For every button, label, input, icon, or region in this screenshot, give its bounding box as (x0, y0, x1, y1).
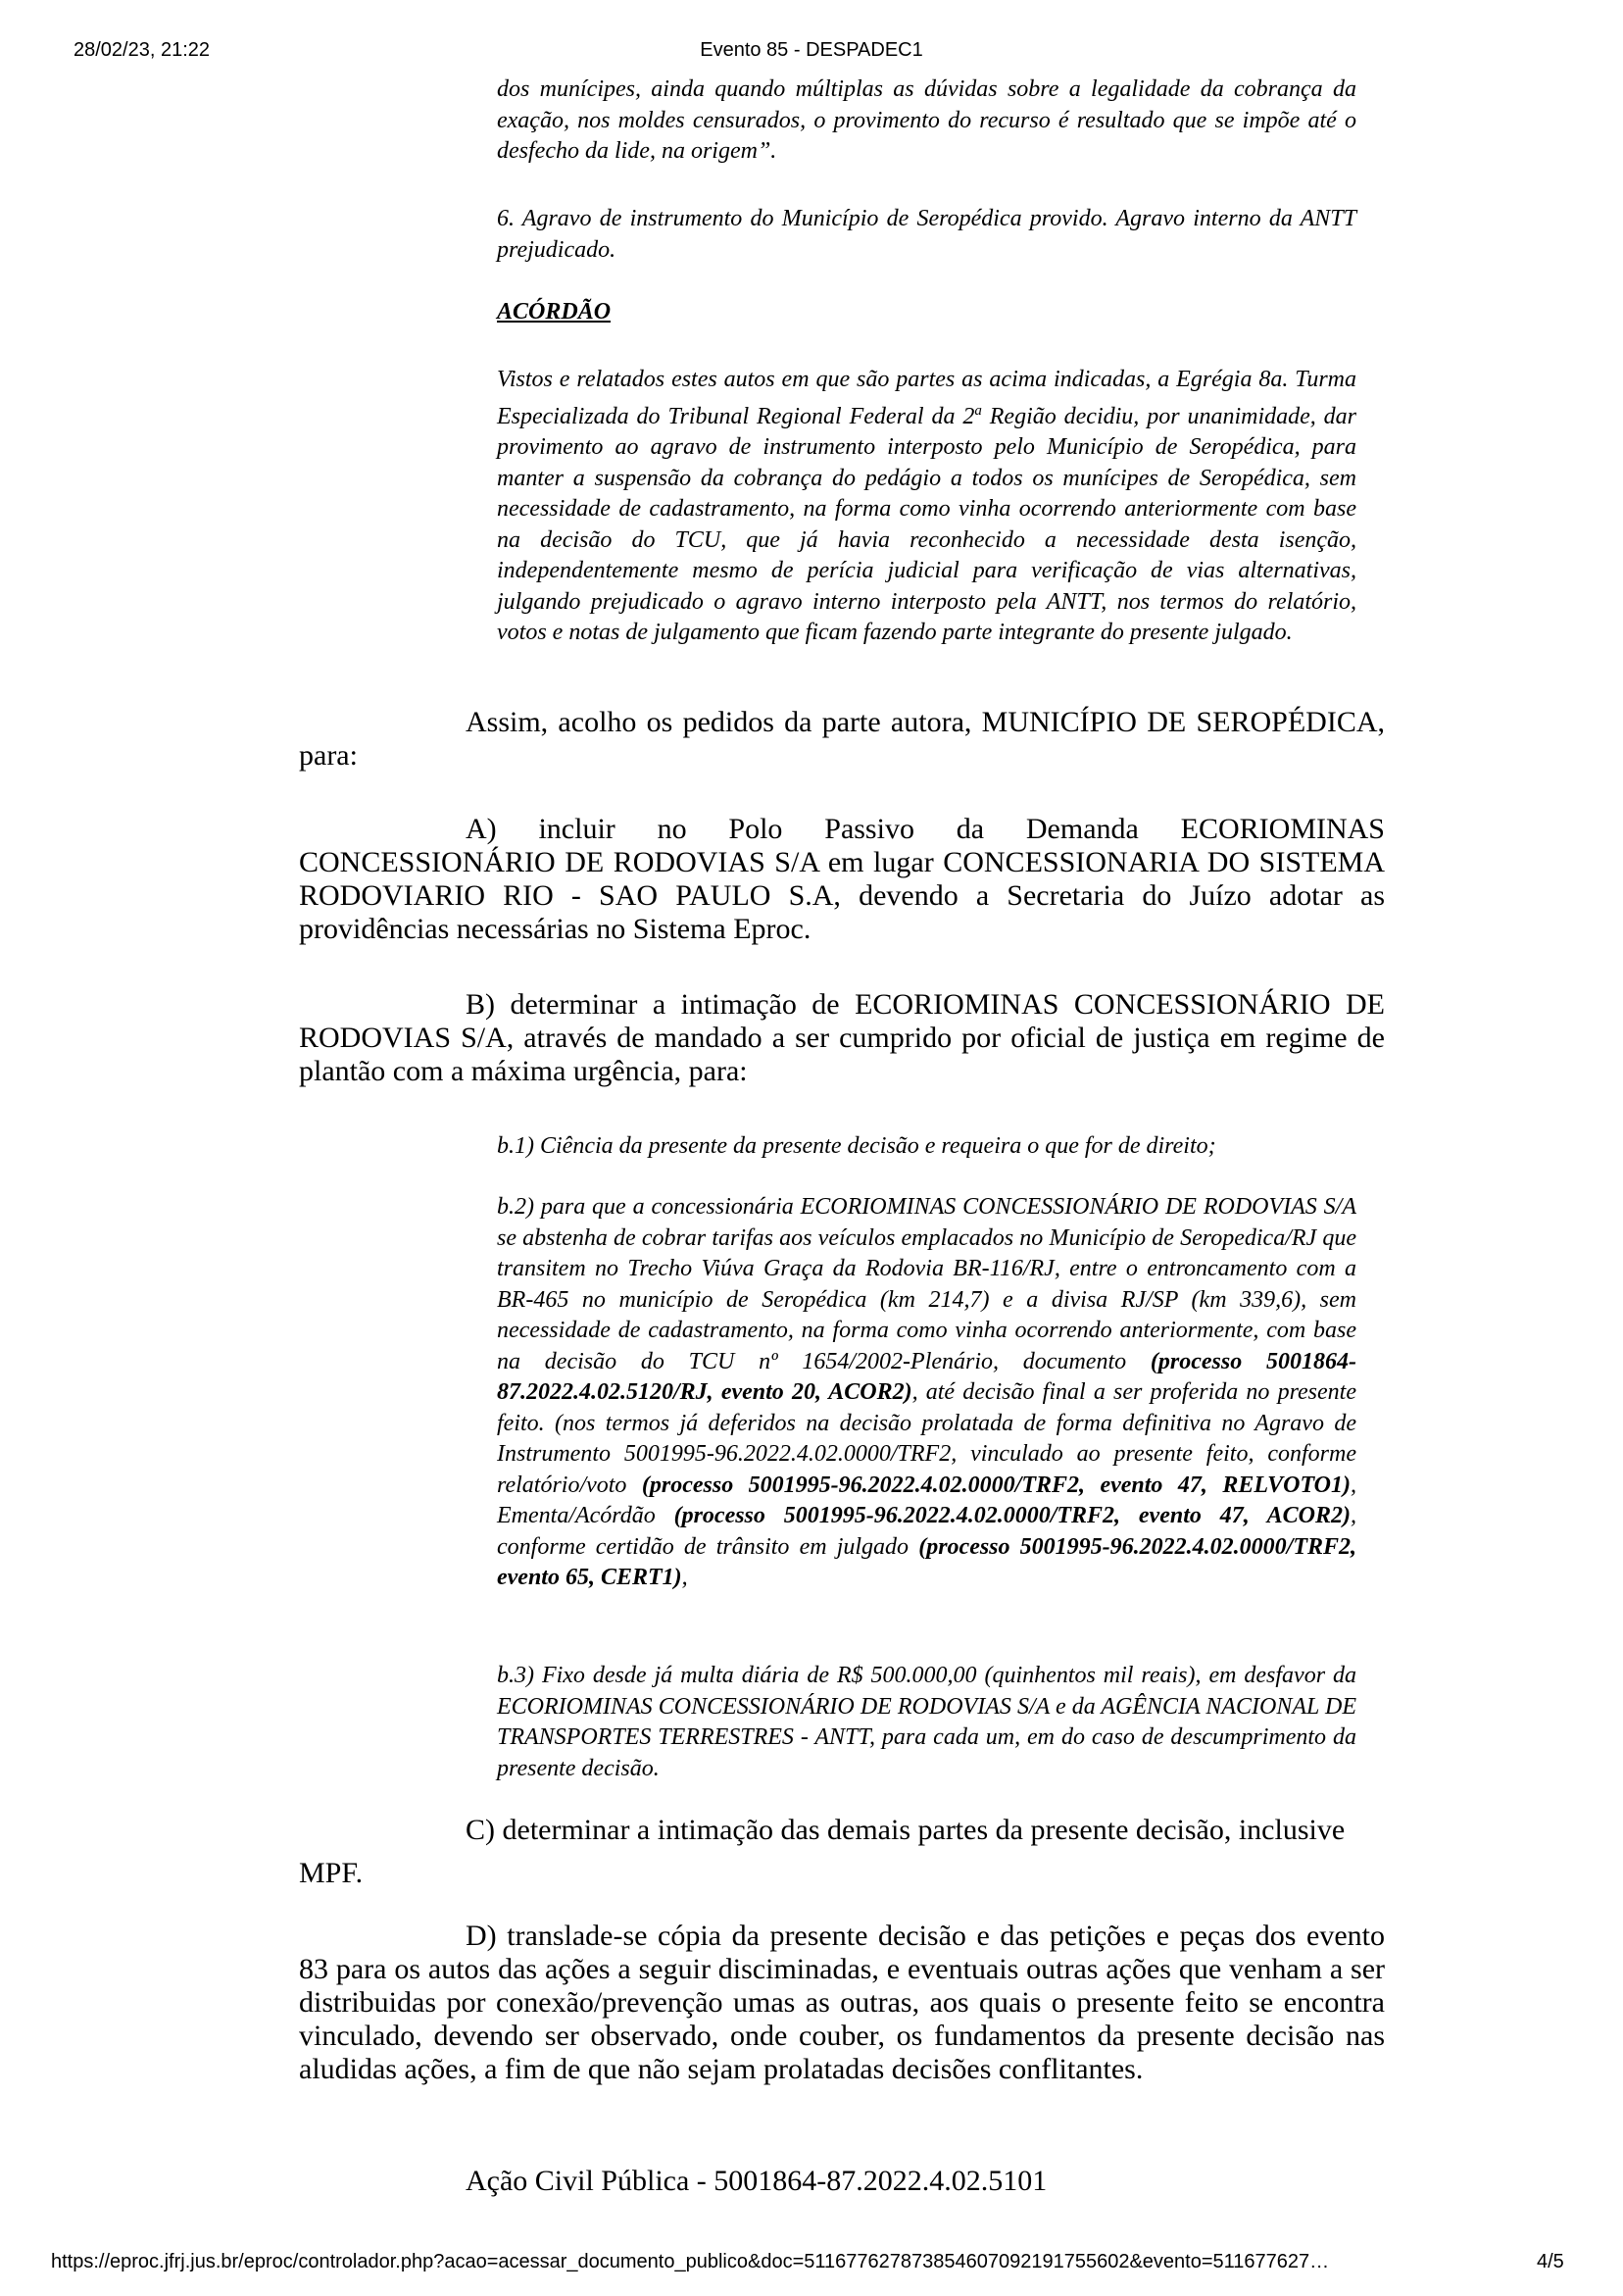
paragraph-b: B) determinar a intimação de ECORIOMINAS CONCESSIONÁRIO DE RODOVIAS S/A, através de mandado a ser cumprido por oficial de justiça em regime de plantão com a máxima urgência, para: (299, 988, 1385, 1087)
item-b2-text-3: , Ementa/Acórdão (497, 1472, 1356, 1528)
item-b2 (497, 1192, 1356, 1594)
item-b1: b.1) Ciência da presente da presente decisão e requeira o que for de direito; (497, 1133, 1216, 1159)
item-b2-ref-4: (processo 5001995-96.2022.4.02.0000/TRF2, evento 65, CERT1) (497, 1533, 1357, 1590)
footer-url[interactable]: https://eproc.jfrj.jus.br/eproc/controlador.php?acao=acessar_documento_publico&doc=511677627873854607092191755602&evento=511677627… (51, 2251, 1330, 2272)
acordao-text-b: Região decidiu, por unanimidade, dar provimento ao agravo de instrumento interposto pelo Município de Seropédica, para manter a suspensão da cobrança do pedágio a todos os munícipes de Seropédica, sem necessidade de cadastramento, na forma como vinha ocorrendo anteriormente com base na decisão do TCU, que já havia reconhecido a necessidade desta isenção, independentemente mesmo de perícia judicial para verificação de vias alternativas, julgando prejudicado o agravo interno interposto pela ANTT, nos termos do relatório, votos e notas de julgamento que ficam fazendo parte integrante do presente julgado. (497, 403, 1356, 645)
acordao-text-a: Vistos e relatados estes autos em que são partes as acima indicadas, a Egrégia 8a. Turma Especializada do Tribunal Regional Federal da 2 (497, 367, 1356, 429)
paragraph-c-tail: MPF. (299, 1857, 364, 1889)
item-b2-text-2: , até decisão final a ser proferida no presente feito. (nos termos já deferidos na decisão prolatada de forma definitiva no Agravo de Instrumento 5001995-96.2022.4.02.0000/TRF2, vinculado ao presente feito, conforme relatório/voto (497, 1379, 1356, 1498)
paragraph-d: D) translade-se cópia da presente decisão e das petições e peças dos evento 83 para os autos das ações a seguir disciminadas, e eventuais outras ações que venham a ser distribuidas por conexão/prevenção umas as outras, aos quais o presente feito se encontra vinculado, devendo ser observado, onde couber, os fundamentos da presente decisão nas aludidas ações, a fim de que não sejam prolatadas decisões conflitantes. (299, 1920, 1385, 2085)
page-number: 4/5 (1537, 2251, 1564, 2272)
quote-paragraph-2: 6. Agravo de instrumento do Município de Seropédica provido. Agravo interno da ANTT prejudicado. (497, 206, 1356, 263)
document-title: Evento 85 - DESPADEC1 (700, 39, 923, 61)
item-b3: b.3) Fixo desde já multa diária de R$ 500.000,00 (quinhentos mil reais), em desfavor da ECORIOMINAS CONCESSIONÁRIO DE RODOVIAS S/A e da AGÊNCIA NACIONAL DE TRANSPORTES TERRESTRES - ANTT, para cada um, em do caso de descumprimento da presente decisão. (497, 1663, 1356, 1781)
paragraph-a: A) incluir no Polo Passivo da Demanda ECORIOMINAS CONCESSIONÁRIO DE RODOVIAS S/A em lugar CONCESSIONARIA DO SISTEMA RODOVIARIO RIO - SAO PAULO S.A, devendo a Secretaria do Juízo adotar as providências necessárias no Sistema Eproc. (299, 813, 1385, 945)
item-b2-text-4: , conforme certidão de trânsito em julgado (497, 1503, 1356, 1560)
acao-reference: Ação Civil Pública - 5001864-87.2022.4.02.5101 (466, 2165, 1048, 2197)
paragraph-c: C) determinar a intimação das demais partes da presente decisão, inclusive (466, 1814, 1346, 1846)
paragraph-assim: Assim, acolho os pedidos da parte autora, MUNICÍPIO DE SEROPÉDICA, para: (299, 706, 1385, 772)
quote-paragraph-1: dos munícipes, ainda quando múltiplas as dúvidas sobre a legalidade da cobrança da exação, nos moldes censurados, o provimento do recurso é resultado que se impõe até o desfecho da lide, na origem”. (497, 76, 1356, 164)
item-b2-text-5: , (681, 1565, 688, 1590)
acordao-sup: a (974, 402, 982, 419)
print-datetime: 28/02/23, 21:22 (74, 39, 211, 61)
acordao-heading: ACÓRDÃO (497, 299, 612, 324)
acordao-text (497, 365, 1356, 649)
item-b2-text-1: b.2) para que a concessionária ECORIOMINAS CONCESSIONÁRIO DE RODOVIAS S/A se abstenha de cobrar tarifas aos veículos emplacados no Município de Seropedica/RJ que transitem no Trecho Viúva Graça da Rodovia BR-116/RJ, entre o entroncamento com a BR-465 no município de Seropédica (km 214,7) e a divisa RJ/SP (km 339,6), sem necessidade de cadastramento, na forma como vinha ocorrendo anteriormente, com base na decisão do TCU nº 1654/2002-Plenário, documento (497, 1194, 1356, 1374)
item-b2-ref-1: (processo 5001864-87.2022.4.02.5120/RJ, evento 20, ACOR2) (497, 1348, 1356, 1405)
item-b2-ref-3: (processo 5001995-96.2022.4.02.0000/TRF2, evento 47, ACOR2) (673, 1503, 1351, 1528)
item-b2-ref-2: (processo 5001995-96.2022.4.02.0000/TRF2, evento 47, RELVOTO1) (641, 1472, 1351, 1498)
